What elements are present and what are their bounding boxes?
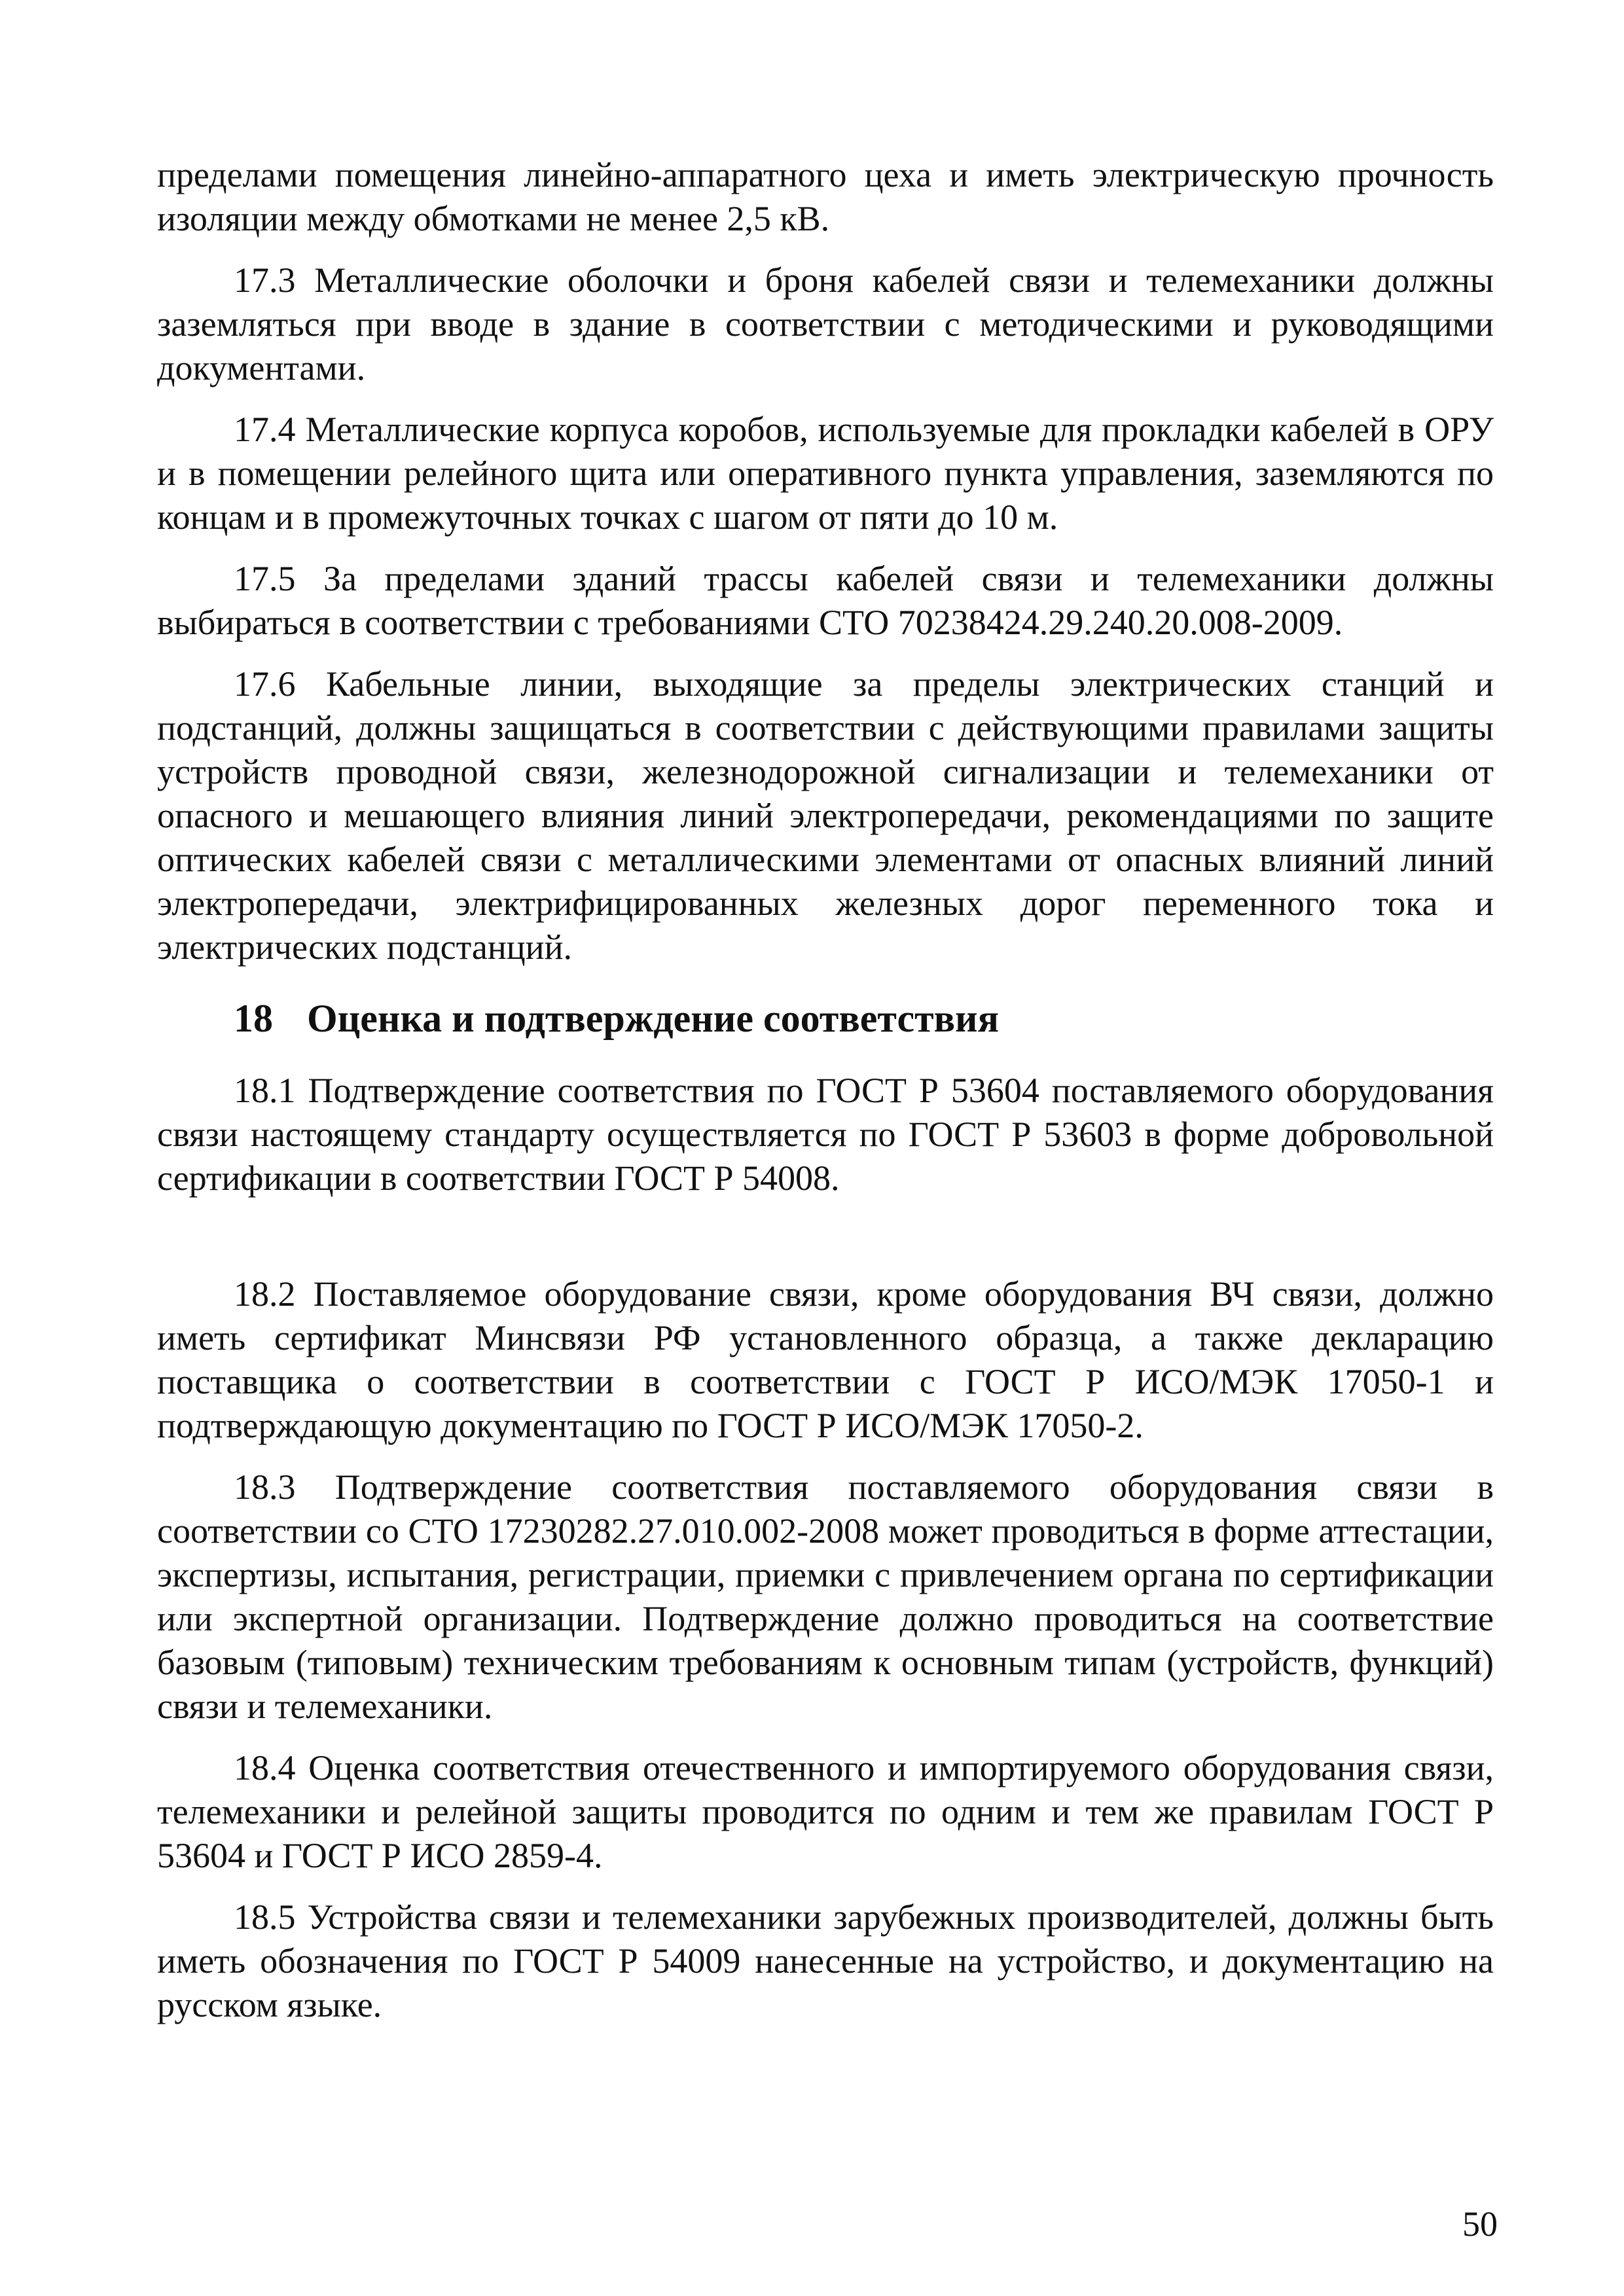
section-18-title: Оценка и подтверждение соответствия: [307, 997, 1000, 1040]
section-18-number: 18: [234, 997, 273, 1040]
paragraph-17-4: 17.4 Металлические корпуса коробов, используемые для прокладки кабелей в ОРУ и в помещении релейного щита или оперативного пункта управления, заземляются по концам и в промежуточных точках с шагом от пяти до 10 м.: [157, 410, 1494, 537]
section-18-heading: [157, 996, 1494, 1041]
paragraph-17-5: 17.5 За пределами зданий трассы кабелей связи и телемеханики должны выбираться в соответствии с требованиями СТО 70238424.29.240.20.008-2009.: [157, 559, 1494, 642]
paragraph-18-1: 18.1 Подтверждение соответствия по ГОСТ Р 53604 поставляемого оборудования связи настоящему стандарту осуществляется по ГОСТ Р 53603 в форме добровольной сертификации в соответствии ГОСТ Р 54008.: [157, 1071, 1494, 1198]
paragraph-17-2-continuation: пределами помещения линейно-аппаратного цеха и иметь электрическую прочность изоляции между обмотками не менее 2,5 кВ.: [157, 155, 1494, 238]
paragraph-18-5: 18.5 Устройства связи и телемеханики зарубежных производителей, должны быть иметь обозначения по ГОСТ Р 54009 нанесенные на устройство, и документацию на русском языке.: [157, 1897, 1494, 2024]
paragraph-18-4: 18.4 Оценка соответствия отечественного и импортируемого оборудования связи, телемеханики и релейной защиты проводится по одним и тем же правилам ГОСТ Р 53604 и ГОСТ Р ИСО 2859-4.: [157, 1748, 1494, 1875]
paragraph-18-2: 18.2 Поставляемое оборудование связи, кроме оборудования ВЧ связи, должно иметь сертификат Минсвязи РФ установленного образца, а также декларацию поставщика о соответствии в соответствии с ГОСТ Р ИСО/МЭК 17050-1 и подтверждающую документацию по ГОСТ Р ИСО/МЭК 17050-2.: [157, 1274, 1494, 1445]
document-page: [157, 153, 1494, 2045]
paragraph-18-3: 18.3 Подтверждение соответствия поставляемого оборудования связи в соответствии со СТО 17230282.27.010.002-2008 может проводиться в форме аттестации, экспертизы, испытания, регистрации, приемки с привлечением органа по сертификации или экспертной организации. Подтверждение должно проводиться на соответствие базовым (типовым) техническим требованиям к основным типам (устройств, функций) связи и телемеханики.: [157, 1467, 1494, 1726]
paragraph-17-6: 17.6 Кабельные линии, выходящие за пределы электрических станций и подстанций, должны защищаться в соответствии с действующими правилами защиты устройств проводной связи, железнодорожной сигнализации и телемеханики от опасного и мешающего влияния линий электропередачи, рекомендациями по защите оптических кабелей связи с металлическими элементами от опасных влияний линий электропередачи, электрифицированных железных дорог переменного тока и электрических подстанций.: [157, 664, 1494, 967]
page-number: 50: [1462, 2204, 1498, 2244]
paragraph-17-3: 17.3 Металлические оболочки и броня кабелей связи и телемеханики должны заземляться при вводе в здание в соответствии с методическими и руководящими документами.: [157, 260, 1494, 387]
blank-gap: [157, 1218, 1494, 1272]
